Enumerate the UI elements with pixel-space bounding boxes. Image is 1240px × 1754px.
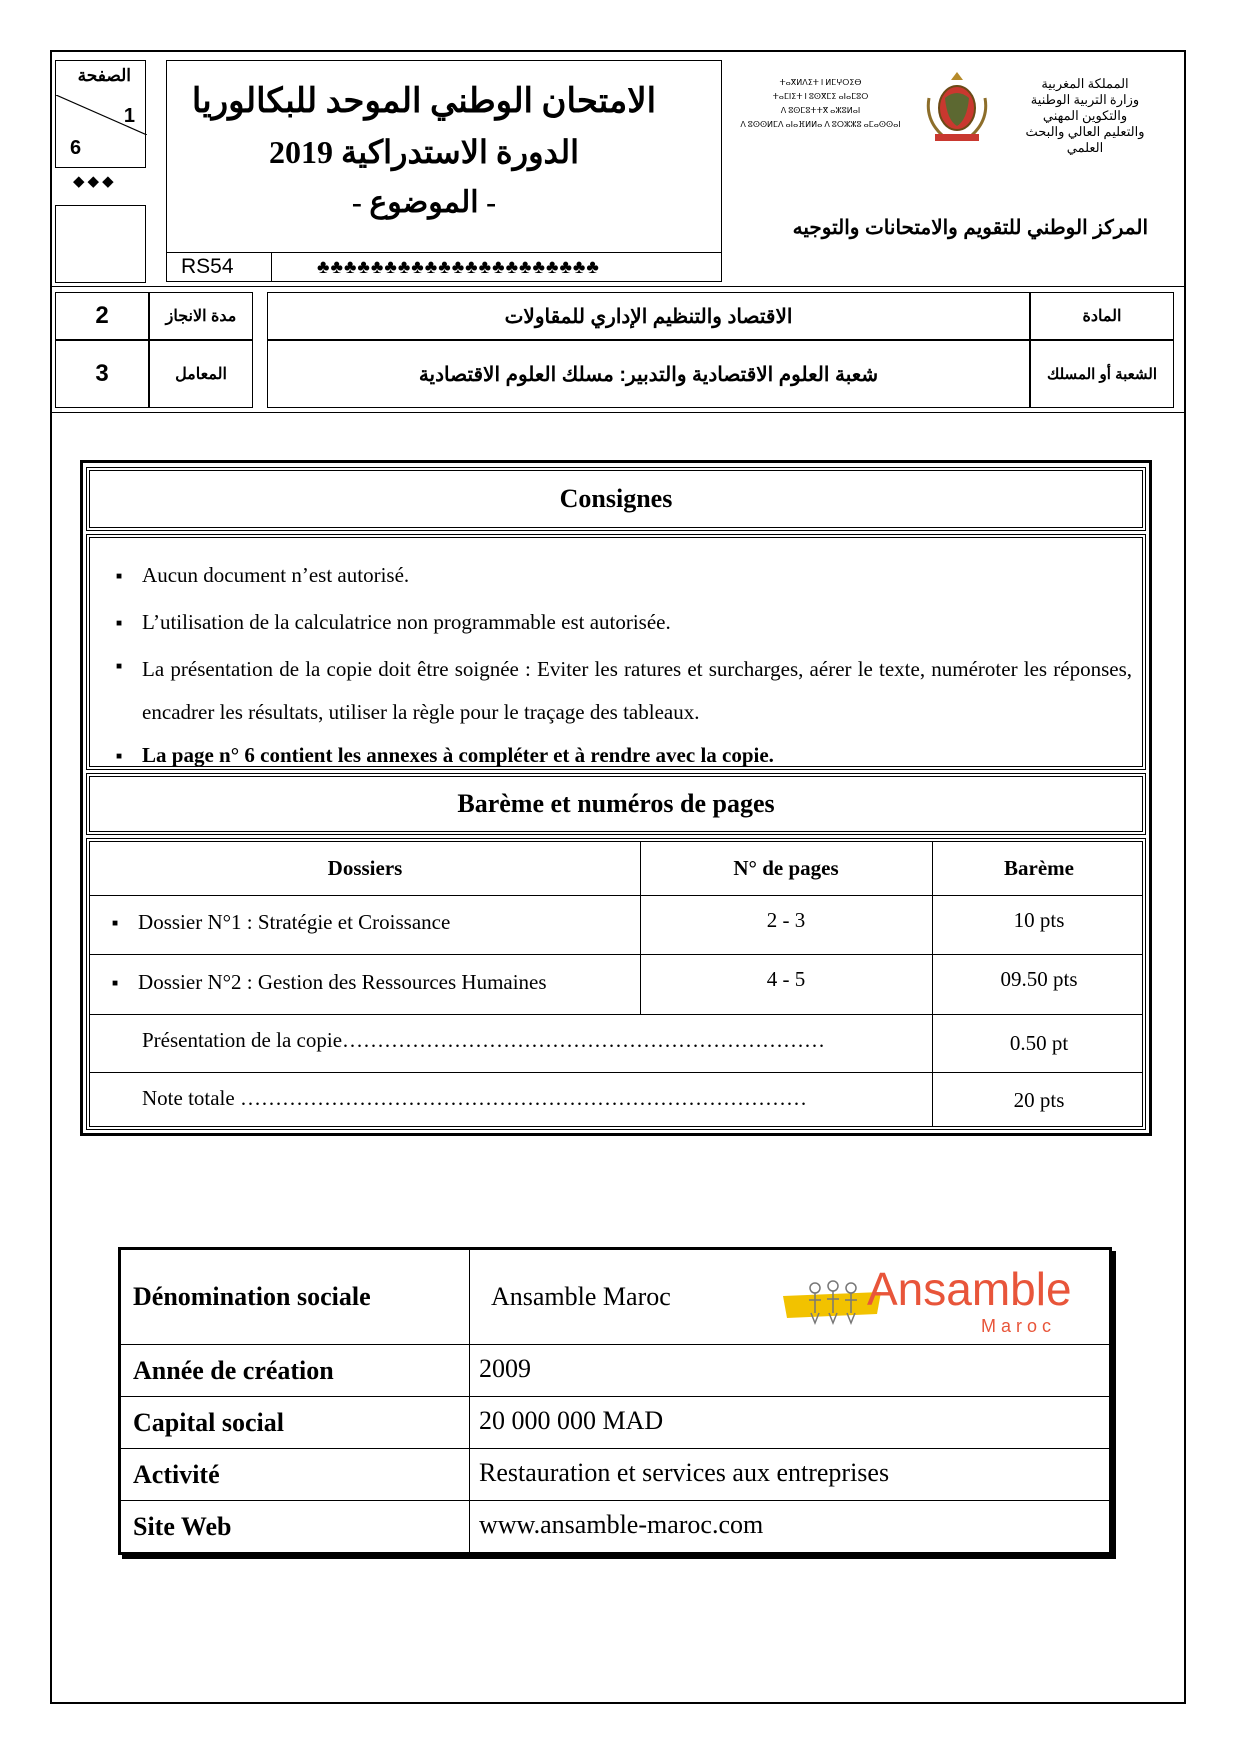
company-value-year: 2009 <box>479 1354 531 1383</box>
company-label-activity: Activité <box>133 1460 220 1489</box>
coat-of-arms-icon <box>921 68 993 148</box>
branch-value: شعبة العلوم الاقتصادية والتدبير: مسلك العلوم الاقتصادية <box>267 340 1030 408</box>
code-divider <box>271 252 272 282</box>
consignes-list <box>86 534 1146 770</box>
company-label-capital: Capital social <box>133 1408 284 1437</box>
dossier-2-pages: 4 - 5 <box>766 966 806 991</box>
coef-value: 3 <box>55 340 149 408</box>
code-row-separator <box>167 252 721 253</box>
consigne-item-1: ■ Aucun document n’est autorisé. <box>116 554 1132 601</box>
company-value-name: Ansamble Maroc <box>491 1282 671 1311</box>
ministry-ar-line-3: والتكوين المهني <box>1042 108 1128 123</box>
consignes-title: Consignes <box>86 467 1146 531</box>
duration-label: مدة الانجاز <box>149 292 253 340</box>
ministry-arabic-block <box>1010 76 1160 156</box>
company-value-capital: 20 000 000 MAD <box>479 1406 664 1435</box>
tifinagh-line-4: ⴷ ⵓⵙⵙⵍⵎⴷ ⴰⵏⴰⴼⵍⵍⴰ ⴷ ⵓⵔⵣⵣⵓ ⴰⵎⴰⵙⵙⴰⵏ <box>740 120 901 129</box>
blank-box <box>55 205 146 283</box>
ministry-ar-line-2: وزارة التربية الوطنية <box>1030 92 1140 107</box>
exam-title-box <box>166 60 722 282</box>
bareme-title: Barème et numéros de pages <box>86 773 1146 835</box>
ministry-tifinagh-block <box>738 76 903 132</box>
company-label-year: Année de création <box>133 1356 334 1385</box>
exam-title-line3: - الموضوع - <box>351 186 497 219</box>
company-row-line-1 <box>121 1344 1109 1345</box>
company-row-line-4 <box>121 1500 1109 1501</box>
subject-value: الاقتصاد والتنظيم الإداري للمقاولات <box>267 292 1030 340</box>
exam-code: RS54 <box>181 255 234 278</box>
header-bottom-rule <box>50 286 1186 287</box>
branch-label: الشعبة أو المسلك <box>1030 340 1174 408</box>
logo-sub: Maroc <box>981 1316 1057 1336</box>
page-total: 6 <box>70 137 82 159</box>
col-header-bareme: Barème <box>1004 856 1074 880</box>
coef-label: المعامل <box>149 340 253 408</box>
header-end-rule <box>50 412 1186 413</box>
subject-label: المادة <box>1030 292 1174 340</box>
consigne-item-2: ■ L’utilisation de la calculatrice non programmable est autorisée. <box>116 601 1132 648</box>
center-name: المركز الوطني للتقويم والامتحانات والتوجيه <box>792 217 1148 239</box>
consigne-item-3: La présentation de la copie doit être soignée : Eviter les ratures et surcharges, aérer le texte, numéroter les réponses, encadrer les résultats, utiliser la règle pour le traçage des tableaux. <box>142 657 1132 724</box>
exam-title-line2: الدورة الاستدراكية 2019 <box>269 134 579 170</box>
total-label: Note totale ……………………………………………………………………… <box>142 1086 807 1110</box>
duration-value: 2 <box>55 292 149 340</box>
ministry-ar-line-4: والتعليم العالي والبحث العلمي <box>1025 124 1145 155</box>
company-row-line-2 <box>121 1396 1109 1397</box>
company-label-name: Dénomination sociale <box>133 1282 371 1311</box>
dossier-2-label: ■ Dossier N°2 : Gestion des Ressources Humaines <box>112 970 547 995</box>
logo-word: Ansamble <box>867 1263 1072 1315</box>
exam-title-line1: الامتحان الوطني الموحد للبكالوريا <box>191 83 657 120</box>
company-col-line <box>469 1250 470 1552</box>
stars-ornament: ♣♣♣♣♣♣♣♣♣♣♣♣♣♣♣♣♣♣♣♣♣ <box>317 257 600 278</box>
col-header-dossiers: Dossiers <box>327 856 403 880</box>
page-current: 1 <box>123 105 135 127</box>
company-row-line-3 <box>121 1448 1109 1449</box>
dossier-1-points: 10 pts <box>1013 907 1065 932</box>
dossier-2-points: 09.50 pts <box>1000 966 1078 991</box>
consigne-item-3-row <box>116 648 1132 734</box>
company-label-website: Site Web <box>133 1512 232 1541</box>
col-header-pages: N° de pages <box>733 856 839 880</box>
ornament-small: ◆◆◆ <box>73 174 117 190</box>
tifinagh-line-2: ⵜⴰⵎⵏⵉⵜ ⵏ ⵓⵙⴳⵎⵉ ⴰⵏⴰⵎⵓⵔ <box>772 92 869 101</box>
page-number-box <box>55 60 146 168</box>
presentation-label: Présentation de la copie…………………………………………………………… <box>142 1028 826 1052</box>
consigne-item-4: ■ La page n° 6 contient les annexes à compléter et à rendre avec la copie. <box>116 734 1132 781</box>
company-value-website[interactable]: www.ansamble-maroc.com <box>479 1510 764 1539</box>
total-points: 20 pts <box>1013 1087 1065 1112</box>
company-logo <box>781 1258 1101 1338</box>
company-table <box>118 1247 1112 1555</box>
bullet-icon: ■ <box>116 661 123 672</box>
ministry-ar-line-1: المملكة المغربية <box>1041 76 1129 91</box>
presentation-points: 0.50 pt <box>1009 1030 1069 1055</box>
page-label: الصفحة <box>77 66 131 85</box>
bareme-table <box>86 838 1146 1130</box>
company-value-activity: Restauration et services aux entreprises <box>479 1458 890 1487</box>
dossier-1-label: ■ Dossier N°1 : Stratégie et Croissance <box>112 910 450 935</box>
tifinagh-line-3: ⴷ ⵓⵙⵎⵓⵜⵜⴳ ⴰⵣⵓⵍⴰⵏ <box>780 106 861 115</box>
dossier-1-pages: 2 - 3 <box>766 907 806 932</box>
tifinagh-line-1: ⵜⴰⴳⵍⴷⵉⵜ ⵏ ⵍⵎⵖⵔⵉⴱ <box>779 78 862 87</box>
